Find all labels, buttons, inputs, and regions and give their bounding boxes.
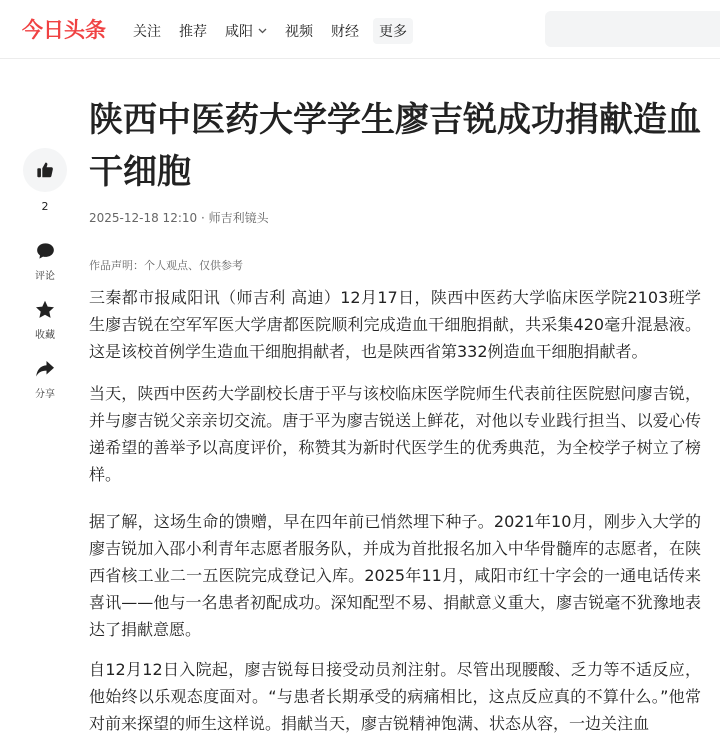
channel-nav xyxy=(133,18,413,44)
nav-xianyang-label: 咸阳 xyxy=(225,24,253,40)
star-icon xyxy=(35,300,55,319)
site-logo[interactable]: 今日头条 xyxy=(22,18,106,42)
article-paragraph: 当天，陕西中医药大学副校长唐于平与该校临床医学院师生代表前往医院慰问廖吉锐，并与廖吉锐父亲亲切交流。唐于平为廖吉锐送上鲜花，对他以专业践行担当、以爱心传递希望的善举予以高度评价，称赞其为新时代医学生的优秀典范，为全校学子树立了榜样。 xyxy=(89,384,701,484)
author-name[interactable]: 师吉利镜头 xyxy=(208,211,269,225)
article-meta xyxy=(89,209,269,226)
nav-recommend[interactable]: 推荐 xyxy=(179,24,207,40)
share-label: 分享 xyxy=(35,389,55,400)
like-button[interactable] xyxy=(23,148,67,192)
article-title: 陕西中医药大学学生廖吉锐成功捐献造血干细胞 xyxy=(89,100,701,192)
favorite-label: 收藏 xyxy=(35,330,55,341)
publish-date: 2025-12-18 12:10 xyxy=(89,211,198,225)
comment-icon xyxy=(36,242,55,260)
favorite-button[interactable] xyxy=(23,300,67,341)
comment-label: 评论 xyxy=(35,271,55,282)
article-paragraph: 自12月12日入院起，廖吉锐每日接受动员剂注射。尽管出现腰酸、乏力等不适反应，他始终以乐观态度面对。“与患者长期承受的病痛相比，这点反应真的不算什么。”他常对前来探望的师生这样说。捐献当天，廖吉锐精神饱满、状态从容，一边关注血 xyxy=(89,660,701,733)
nav-xianyang-dropdown[interactable] xyxy=(225,21,267,41)
search-input[interactable] xyxy=(545,11,720,47)
share-button[interactable] xyxy=(23,360,67,400)
share-arrow-icon xyxy=(35,360,55,378)
chevron-down-icon xyxy=(258,28,267,34)
like-count: 2 xyxy=(41,200,49,213)
nav-finance[interactable]: 财经 xyxy=(331,24,359,40)
article-paragraph: 三秦都市报咸阳讯（师吉利 高迪）12月17日，陕西中医药大学临床医学院2103班学生廖吉锐在空军军医大学唐都医院顺利完成造血干细胞捐献，共采集420毫升混悬液。这是该校首例学生造血干细胞捐献者，也是陕西省第332例造血干细胞捐献者。 xyxy=(89,288,701,361)
work-declaration: 作品声明：个人观点、仅供参考 xyxy=(89,259,243,272)
nav-follow[interactable]: 关注 xyxy=(133,24,161,40)
thumbs-up-icon xyxy=(36,161,54,179)
comment-button[interactable] xyxy=(23,242,67,282)
side-action-bar xyxy=(23,148,67,400)
article-paragraph: 据了解，这场生命的馈赠，早在四年前已悄然埋下种子。2021年10月，刚步入大学的廖吉锐加入邵小利青年志愿者服务队，并成为首批报名加入中华骨髓库的志愿者，在陕西省核工业二一五医院完成登记入库。2025年11月，咸阳市红十字会的一通电话传来喜讯——他与一名患者初配成功。深知配型不易、捐献意义重大，廖吉锐毫不犹豫地表达了捐献意愿。 xyxy=(89,512,701,639)
top-navigation-bar xyxy=(0,0,720,59)
nav-video[interactable]: 视频 xyxy=(285,24,313,40)
meta-separator: · xyxy=(200,211,209,225)
nav-more-button[interactable]: 更多 xyxy=(373,18,413,44)
